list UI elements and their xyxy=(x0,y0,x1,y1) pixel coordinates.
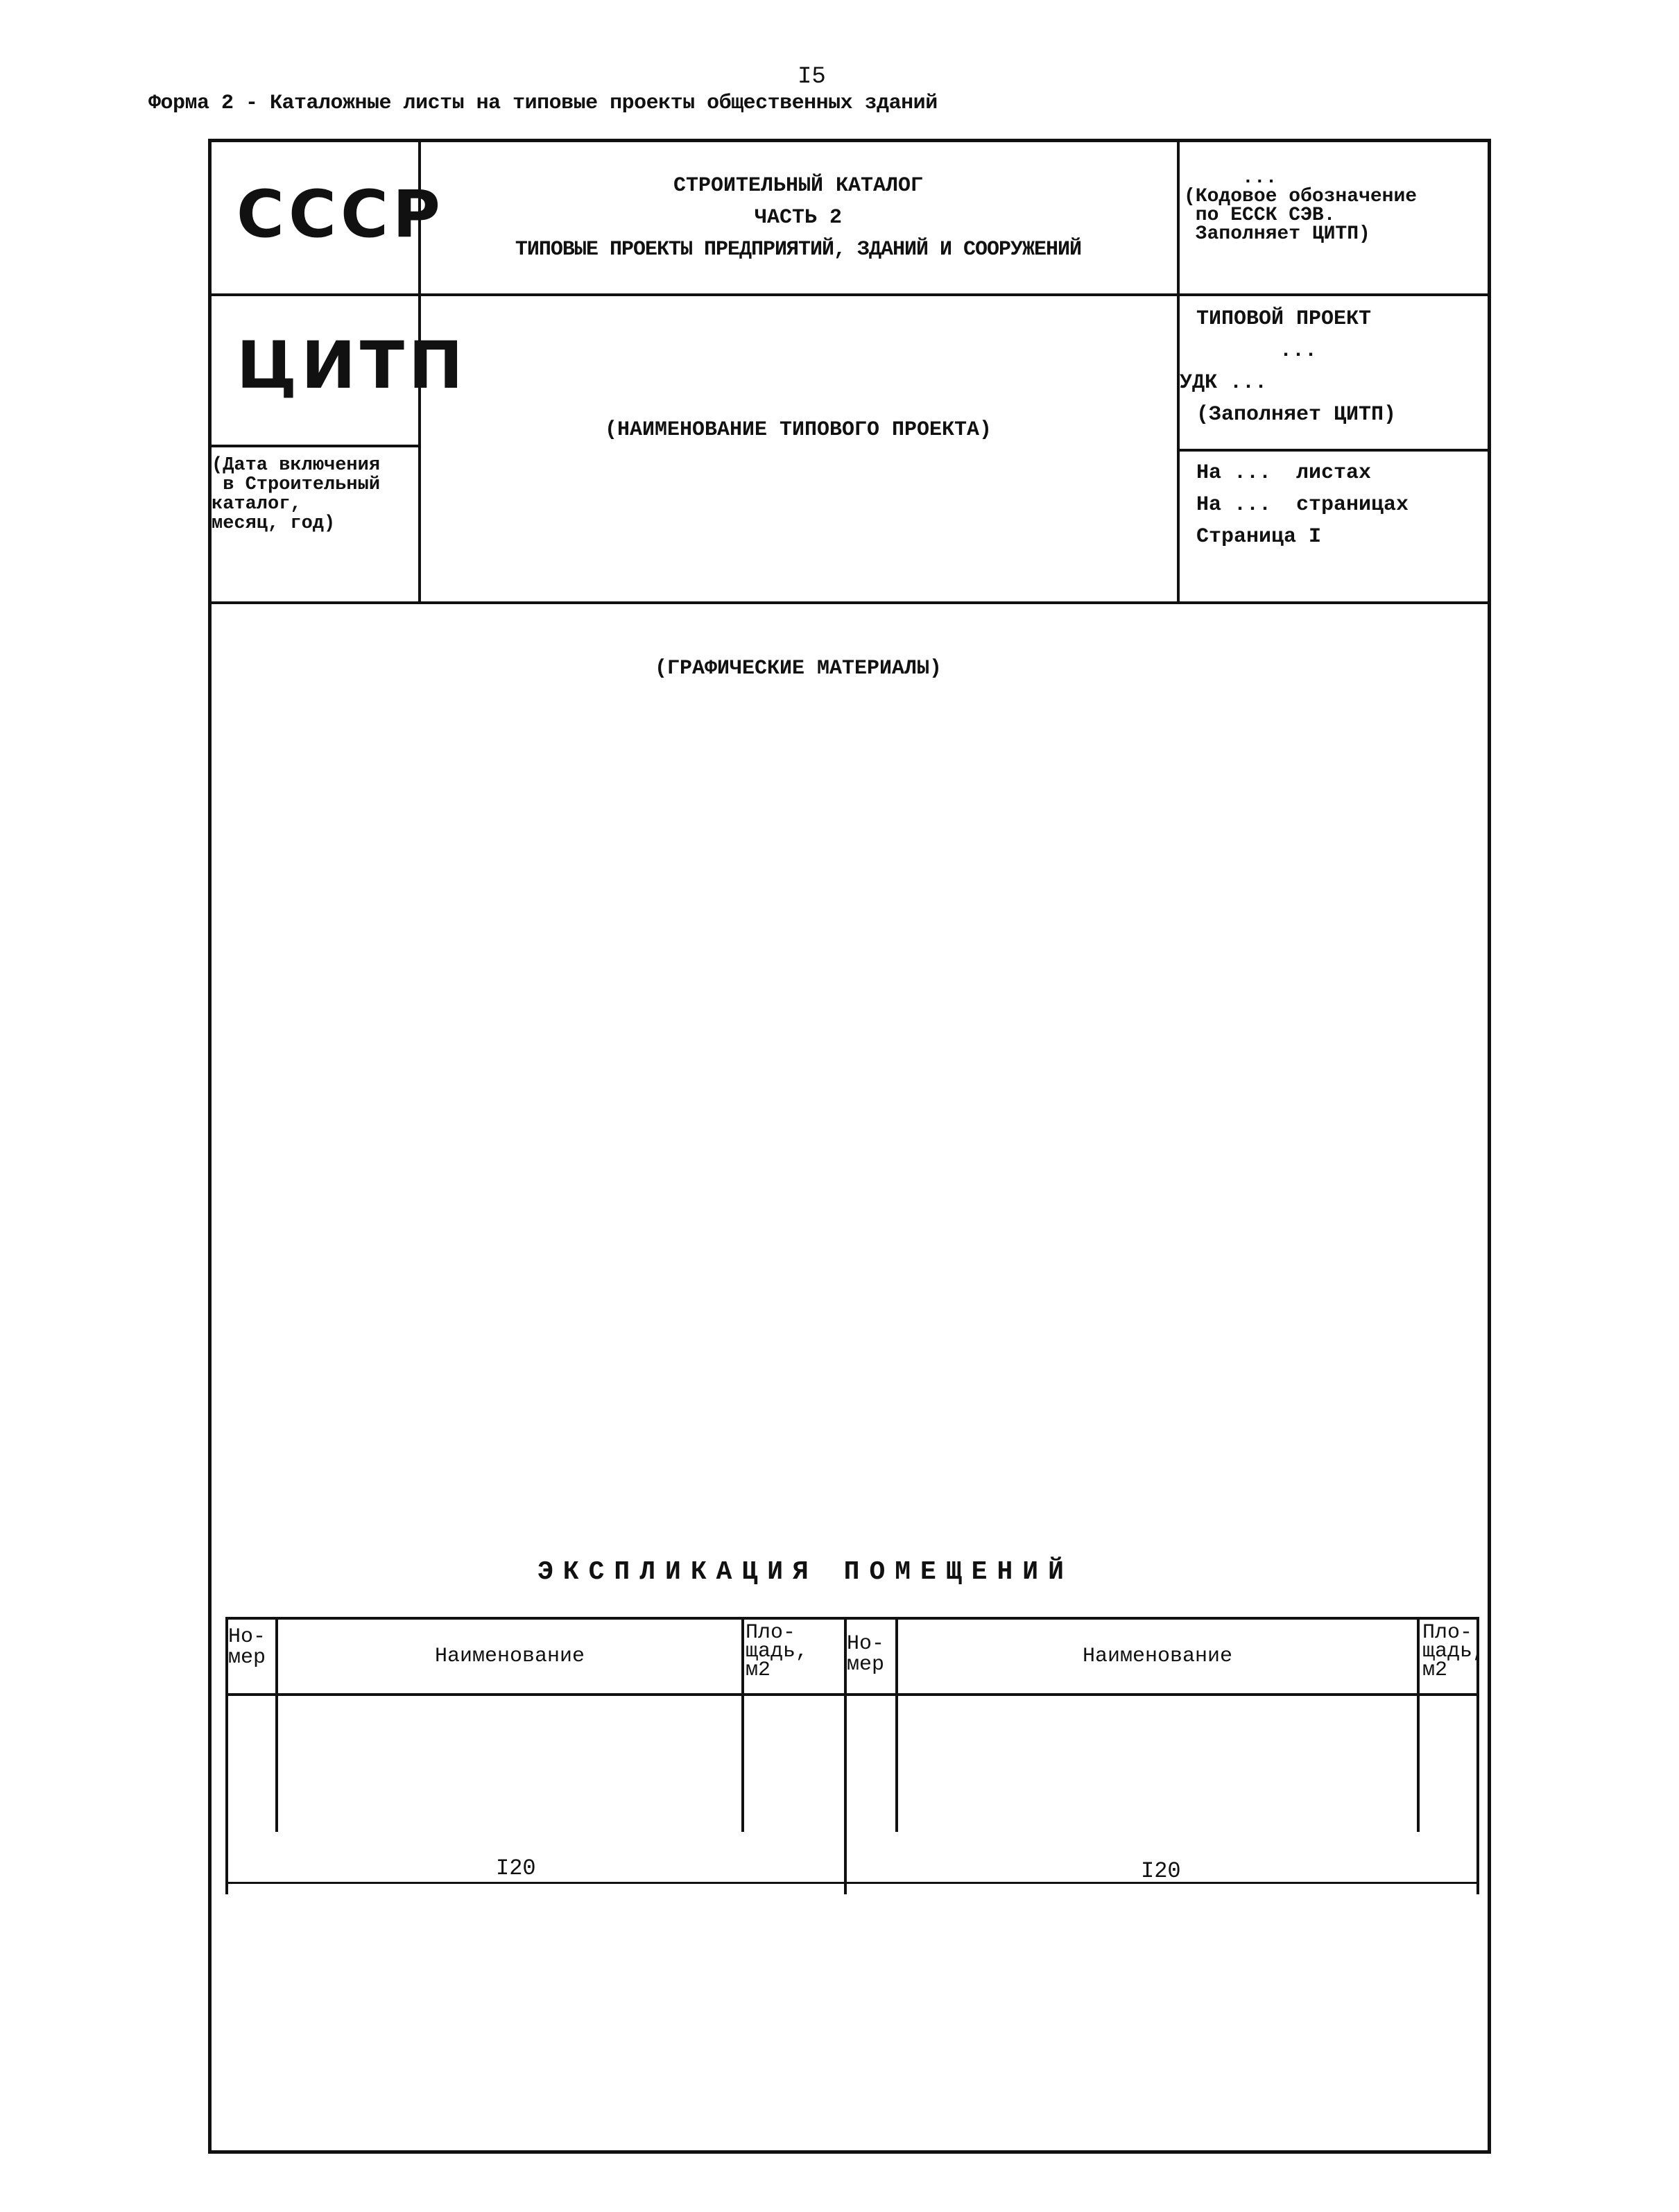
left-row-divider-2 xyxy=(212,445,420,447)
catalog-title: СТРОИТЕЛЬНЫЙ КАТАЛОГ xyxy=(673,174,924,198)
page-number: I5 xyxy=(798,64,826,90)
header-area-right: Пло- щадь, м2 xyxy=(1422,1621,1486,1682)
project-name-placeholder: (НАИМЕНОВАНИЕ ТИПОВОГО ПРОЕКТА) xyxy=(604,418,992,442)
dimension-left: I20 xyxy=(496,1855,536,1881)
table-top-border xyxy=(225,1617,1479,1620)
catalog-sheet-frame xyxy=(208,139,1491,2154)
header-row-divider-1 xyxy=(212,293,1488,296)
explication-title: ЭКСПЛИКАЦИЯ ПОМЕЩЕНИЙ xyxy=(537,1557,1074,1587)
header-area-left: Пло- щадь, м2 xyxy=(746,1621,809,1682)
page-index: Страница I xyxy=(1196,525,1322,549)
catalog-subtitle: ТИПОВЫЕ ПРОЕКТЫ ПРЕДПРИЯТИЙ, ЗДАНИЙ И СООРУЖЕНИЙ xyxy=(515,238,1082,262)
typical-project-label: ТИПОВОЙ ПРОЕКТ xyxy=(1196,307,1372,331)
dimension-right: I20 xyxy=(1141,1858,1181,1884)
header-number-left: Но- мер xyxy=(228,1625,266,1670)
table-header-divider xyxy=(225,1693,1479,1696)
sheets-count: На ... листах xyxy=(1196,461,1372,485)
header-bottom-divider xyxy=(212,601,1488,604)
dimension-line xyxy=(225,1882,1479,1884)
date-note: (Дата включения в Строительный каталог, месяц, год) xyxy=(212,455,381,534)
col-divider-area-left xyxy=(741,1617,744,1832)
right-row-divider-2 xyxy=(1178,449,1488,452)
explication-table xyxy=(225,1617,1486,1884)
form-caption: Форма 2 - Каталожные листы на типовые проекты общественных зданий xyxy=(148,92,938,115)
udk-note: (Заполняет ЦИТП) xyxy=(1196,403,1397,427)
pages-count: На ... страницах xyxy=(1196,493,1409,517)
header-name-left: Наименование xyxy=(434,1645,585,1668)
ussr-logo: СССР xyxy=(236,177,445,252)
citp-logo: ЦИТП xyxy=(236,328,467,404)
udk-label: УДК ... xyxy=(1180,371,1268,395)
header-name-right: Наименование xyxy=(1082,1645,1233,1668)
graphics-placeholder: (ГРАФИЧЕСКИЕ МАТЕРИАЛЫ) xyxy=(654,657,942,680)
catalog-part: ЧАСТЬ 2 xyxy=(754,206,843,230)
code-note: ... (Кодовое обозначение по ЕССК СЭВ. Заполняет ЦИТП) xyxy=(1184,167,1418,245)
col-divider-area-right xyxy=(1417,1617,1420,1832)
typical-project-dots: ... xyxy=(1280,339,1318,363)
header-number-right: Но- мер xyxy=(847,1632,885,1677)
